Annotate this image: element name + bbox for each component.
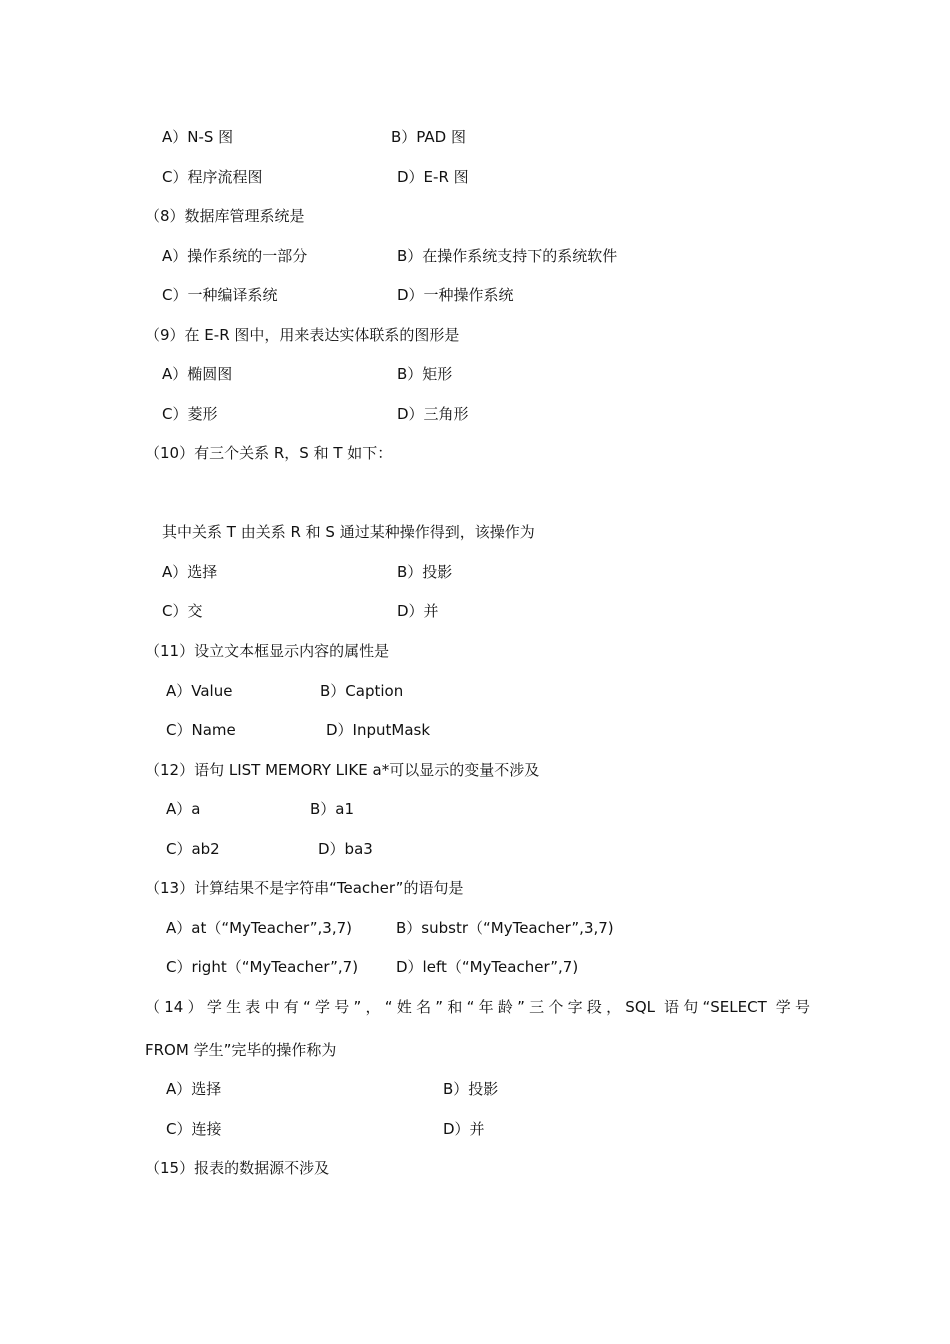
q13-option-a: A）at（“MyTeacher”,3,7) bbox=[166, 919, 352, 937]
q9-option-b: B）矩形 bbox=[397, 365, 453, 383]
q12-option-c: C）ab2 bbox=[166, 840, 220, 858]
q10-note: 其中关系 T 由关系 R 和 S 通过某种操作得到，该操作为 bbox=[162, 523, 535, 541]
q11-option-d: D）InputMask bbox=[326, 721, 431, 739]
q9-option-c: C）菱形 bbox=[162, 405, 218, 423]
q14-option-d: D）并 bbox=[443, 1120, 485, 1138]
q7-option-b: B）PAD 图 bbox=[391, 128, 466, 146]
q11-option-a: A）Value bbox=[166, 682, 233, 700]
q14-stem-line2: FROM 学生”完毕的操作称为 bbox=[145, 1041, 337, 1059]
q14-option-a: A）选择 bbox=[166, 1080, 222, 1098]
q13-option-c: C）right（“MyTeacher”,7) bbox=[166, 958, 359, 976]
q10-option-a: A）选择 bbox=[162, 563, 218, 581]
q8-option-c: C）一种编译系统 bbox=[162, 286, 278, 304]
q8-option-b: B）在操作系统支持下的系统软件 bbox=[397, 247, 618, 265]
q7-option-d: D）E-R 图 bbox=[397, 168, 469, 186]
q11-option-c: C）Name bbox=[166, 721, 236, 739]
q9-option-a: A）椭圆图 bbox=[162, 365, 233, 383]
q11-stem: （11）设立文本框显示内容的属性是 bbox=[145, 642, 390, 660]
q10-option-b: B）投影 bbox=[397, 563, 453, 581]
q9-stem: （9）在 E-R 图中，用来表达实体联系的图形是 bbox=[145, 326, 460, 344]
q15-stem: （15）报表的数据源不涉及 bbox=[145, 1159, 330, 1177]
q8-option-a: A）操作系统的一部分 bbox=[162, 247, 308, 265]
q10-option-d: D）并 bbox=[397, 602, 439, 620]
q12-stem: （12）语句 LIST MEMORY LIKE a*可以显示的变量不涉及 bbox=[145, 761, 540, 779]
q12-option-a: A）a bbox=[166, 800, 201, 818]
q12-option-d: D）ba3 bbox=[318, 840, 373, 858]
q8-option-d: D）一种操作系统 bbox=[397, 286, 514, 304]
q12-option-b: B）a1 bbox=[310, 800, 355, 818]
q14-option-c: C）连接 bbox=[166, 1120, 222, 1138]
q13-option-b: B）substr（“MyTeacher”,3,7) bbox=[396, 919, 614, 937]
q14-stem-line1: （14）学生表中有“学号”，“姓名”和“年龄”三个字段，SQL 语句“SELECT 学号 bbox=[145, 998, 810, 1016]
q10-stem: （10）有三个关系 R，S 和 T 如下： bbox=[145, 444, 393, 462]
q10-option-c: C）交 bbox=[162, 602, 203, 620]
q13-stem: （13）计算结果不是字符串“Teacher”的语句是 bbox=[145, 879, 464, 897]
q13-option-d: D）left（“MyTeacher”,7) bbox=[396, 958, 579, 976]
q8-stem: （8）数据库管理系统是 bbox=[145, 207, 305, 225]
q11-option-b: B）Caption bbox=[320, 682, 404, 700]
q9-option-d: D）三角形 bbox=[397, 405, 469, 423]
q7-option-a: A）N-S 图 bbox=[162, 128, 234, 146]
q14-option-b: B）投影 bbox=[443, 1080, 499, 1098]
q7-option-c: C）程序流程图 bbox=[162, 168, 263, 186]
